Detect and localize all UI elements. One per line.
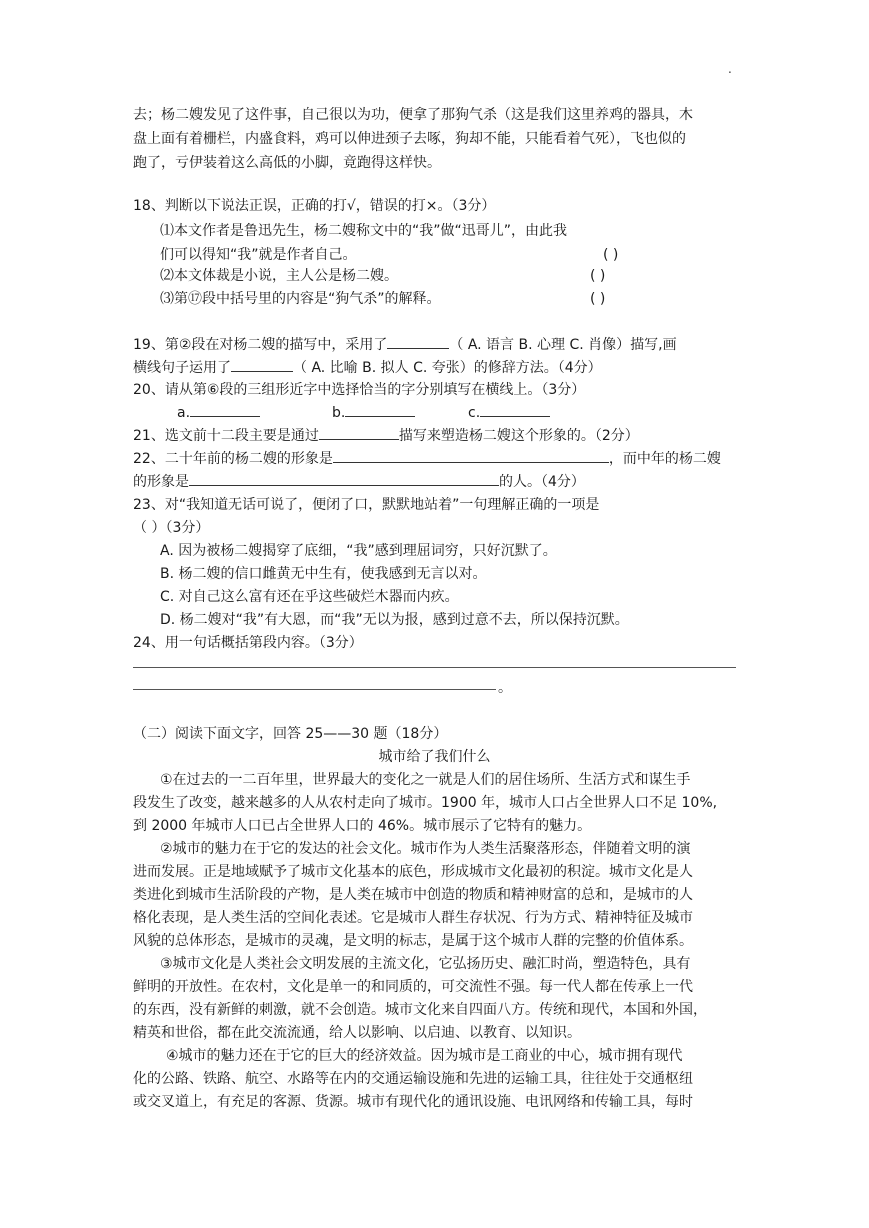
intro-line-3: 跑了，亏伊装着这么高低的小脚，竟跑得这样快。 xyxy=(133,155,441,171)
q22-blank-1[interactable] xyxy=(333,462,609,463)
q23-bracket[interactable]: （ ）（3分） xyxy=(133,520,210,536)
q24-answer-line-1[interactable] xyxy=(133,667,736,668)
q19-line-2 xyxy=(133,357,602,379)
q23-option-d: D. 杨二嫂对“我”有大恩，而“我”无以为报，感到过意不去，所以保持沉默。 xyxy=(160,612,629,628)
q18-item-3: ⑶第⑰段中括号里的内容是“狗气杀”的解释。 xyxy=(160,291,441,307)
q24-end-mark: 。 xyxy=(498,680,512,696)
passage-line-15: 或交叉道上，有充足的客源、货源。城市有现代化的通讯设施、电讯网络和传输工具，每时 xyxy=(133,1094,693,1110)
q19-line1-prefix: 19、第②段在对杨二嫂的描写中，采用了 xyxy=(133,337,388,353)
q24-stem: 24、用一句话概括第段内容。（3分） xyxy=(133,635,363,651)
q19-line-1 xyxy=(133,334,677,356)
intro-line-2: 盘上面有着栅栏，内盛食料，鸡可以伸进颈子去啄，狗却不能，只能看着气死），飞也似的 xyxy=(133,131,686,147)
q24-answer-line-2[interactable] xyxy=(133,689,496,690)
passage-line-3: 到 2000 年城市人口已占全世界人口的 46%。城市展示了它特有的魅力。 xyxy=(133,818,592,834)
q22-prefix: 22、二十年前的杨二嫂的形象是 xyxy=(133,451,333,467)
q22-line-1 xyxy=(133,448,721,470)
q19-line1-suffix: （ A. 语言 B. 心理 C. 肖像）描写,画 xyxy=(449,337,677,353)
q23-stem: 23、对“我知道无话可说了，便闭了口，默默地站着”一句理解正确的一项是 xyxy=(133,497,600,513)
q20-stem: 20、请从第⑥段的三组形近字中选择恰当的字分别填写在横线上。（3分） xyxy=(133,382,586,398)
passage-line-6: 类进化到城市生活阶段的产物，是人类在城市中创造的物质和精神财富的总和，是城市的人 xyxy=(133,887,693,903)
q23-option-b: B. 杨二嫂的信口雌黄无中生有，使我感到无言以对。 xyxy=(160,566,487,582)
q18-bracket-1[interactable]: ( ) xyxy=(603,247,619,263)
q22-prefix-2: 的形象是 xyxy=(133,474,189,490)
q22-middle: ，而中年的杨二嫂 xyxy=(608,451,721,467)
q20-answer-a xyxy=(177,402,260,424)
passage-line-1: ①在过去的一二百年里，世界最大的变化之一就是人们的居住场所、生活方式和谋生手 xyxy=(160,772,691,788)
q22-suffix: 的人。（4分） xyxy=(499,474,585,490)
q21-line xyxy=(133,425,639,447)
q20-label-c: c. xyxy=(468,405,481,421)
passage-line-10: 鲜明的开放性。在农村，文化是单一的和同质的，可交流性不强。每一代人都在传承上一代 xyxy=(133,979,693,995)
intro-line-1: 去；杨二嫂发见了这件事，自己很以为功，便拿了那狗气杀（这是我们这里养鸡的器具，木 xyxy=(133,107,693,123)
q21-prefix: 21、选文前十二段主要是通过 xyxy=(133,428,319,444)
q18-bracket-3[interactable]: ( ) xyxy=(590,291,606,307)
q21-blank[interactable] xyxy=(319,439,399,440)
passage-line-13: ④城市的魅力还在于它的巨大的经济效益。因为城市是工商业的中心，城市拥有现代 xyxy=(166,1048,683,1064)
passage-title: 城市给了我们什么 xyxy=(378,749,491,765)
q19-line2-suffix: （ A. 比喻 B. 拟人 C. 夸张）的修辞方法。（4分） xyxy=(293,360,602,376)
q23-option-c: C. 对自己这么富有还在乎这些破烂木器而内疚。 xyxy=(160,589,459,605)
q20-blank-b[interactable] xyxy=(345,416,415,417)
q23-option-a: A. 因为被杨二嫂揭穿了底细，“我”感到理屈词穷，只好沉默了。 xyxy=(160,543,557,559)
header-dot: . xyxy=(728,62,732,76)
q20-answer-c xyxy=(468,402,550,424)
q20-answer-b xyxy=(332,402,415,424)
q22-blank-2[interactable] xyxy=(189,485,499,486)
q18-item-2: ⑵本文体裁是小说，主人公是杨二嫂。 xyxy=(160,268,398,284)
q19-line2-prefix: 横线句子运用了 xyxy=(133,360,231,376)
passage-line-5: 进而发展。正是地域赋予了城市文化基本的底色，形成城市文化最初的积淀。城市文化是人 xyxy=(133,864,693,880)
q18-item-1b: 们可以得知“我”就是作者自己。 xyxy=(160,247,357,263)
q19-blank-2[interactable] xyxy=(231,371,293,372)
passage-line-14: 化的公路、铁路、航空、水路等在内的交通运输设施和先进的运输工具，往往处于交通枢纽 xyxy=(133,1071,693,1087)
passage-line-9: ③城市文化是人类社会文明发展的主流文化，它弘扬历史、融汇时尚，塑造特色，具有 xyxy=(160,956,691,972)
passage-line-2: 段发生了改变，越来越多的人从农村走向了城市。1900 年，城市人口占全世界人口不足 10%, xyxy=(133,795,718,811)
passage-line-12: 精英和世俗，都在此交流流通，给人以影响、以启迪、以教育、以知识。 xyxy=(133,1025,581,1041)
q20-label-b: b. xyxy=(332,405,346,421)
q20-blank-a[interactable] xyxy=(190,416,260,417)
q22-line-2 xyxy=(133,471,585,493)
passage-line-4: ②城市的魅力在于它的发达的社会文化。城市作为人类生活聚落形态，伴随着文明的演 xyxy=(160,841,691,857)
passage-line-7: 格化表现，是人类生活的空间化表述。它是城市人群生存状况、行为方式、精神特征及城市 xyxy=(133,910,693,926)
q19-blank-1[interactable] xyxy=(387,348,449,349)
q20-blank-c[interactable] xyxy=(480,416,550,417)
q21-suffix: 描写来塑造杨二嫂这个形象的。（2分） xyxy=(398,428,639,444)
q18-bracket-2[interactable]: ( ) xyxy=(590,268,606,284)
section2-heading: （二）阅读下面文字，回答 25——30 题（18分） xyxy=(133,726,448,742)
passage-line-11: 的东西，没有新鲜的刺激，就不会创造。城市文化来自四面八方。传统和现代，本国和外国， xyxy=(133,1002,707,1018)
q18-item-1a: ⑴本文作者是鲁迅先生，杨二嫂称文中的“我”做“迅哥儿”，由此我 xyxy=(160,223,568,239)
q18-stem: 18、判断以下说法正误，正确的打√，错误的打×。（3分） xyxy=(133,198,496,214)
passage-line-8: 风貌的总体形态，是城市的灵魂，是文明的标志，是属于这个城市人群的完整的价值体系。 xyxy=(133,933,693,949)
q20-label-a: a. xyxy=(177,405,191,421)
